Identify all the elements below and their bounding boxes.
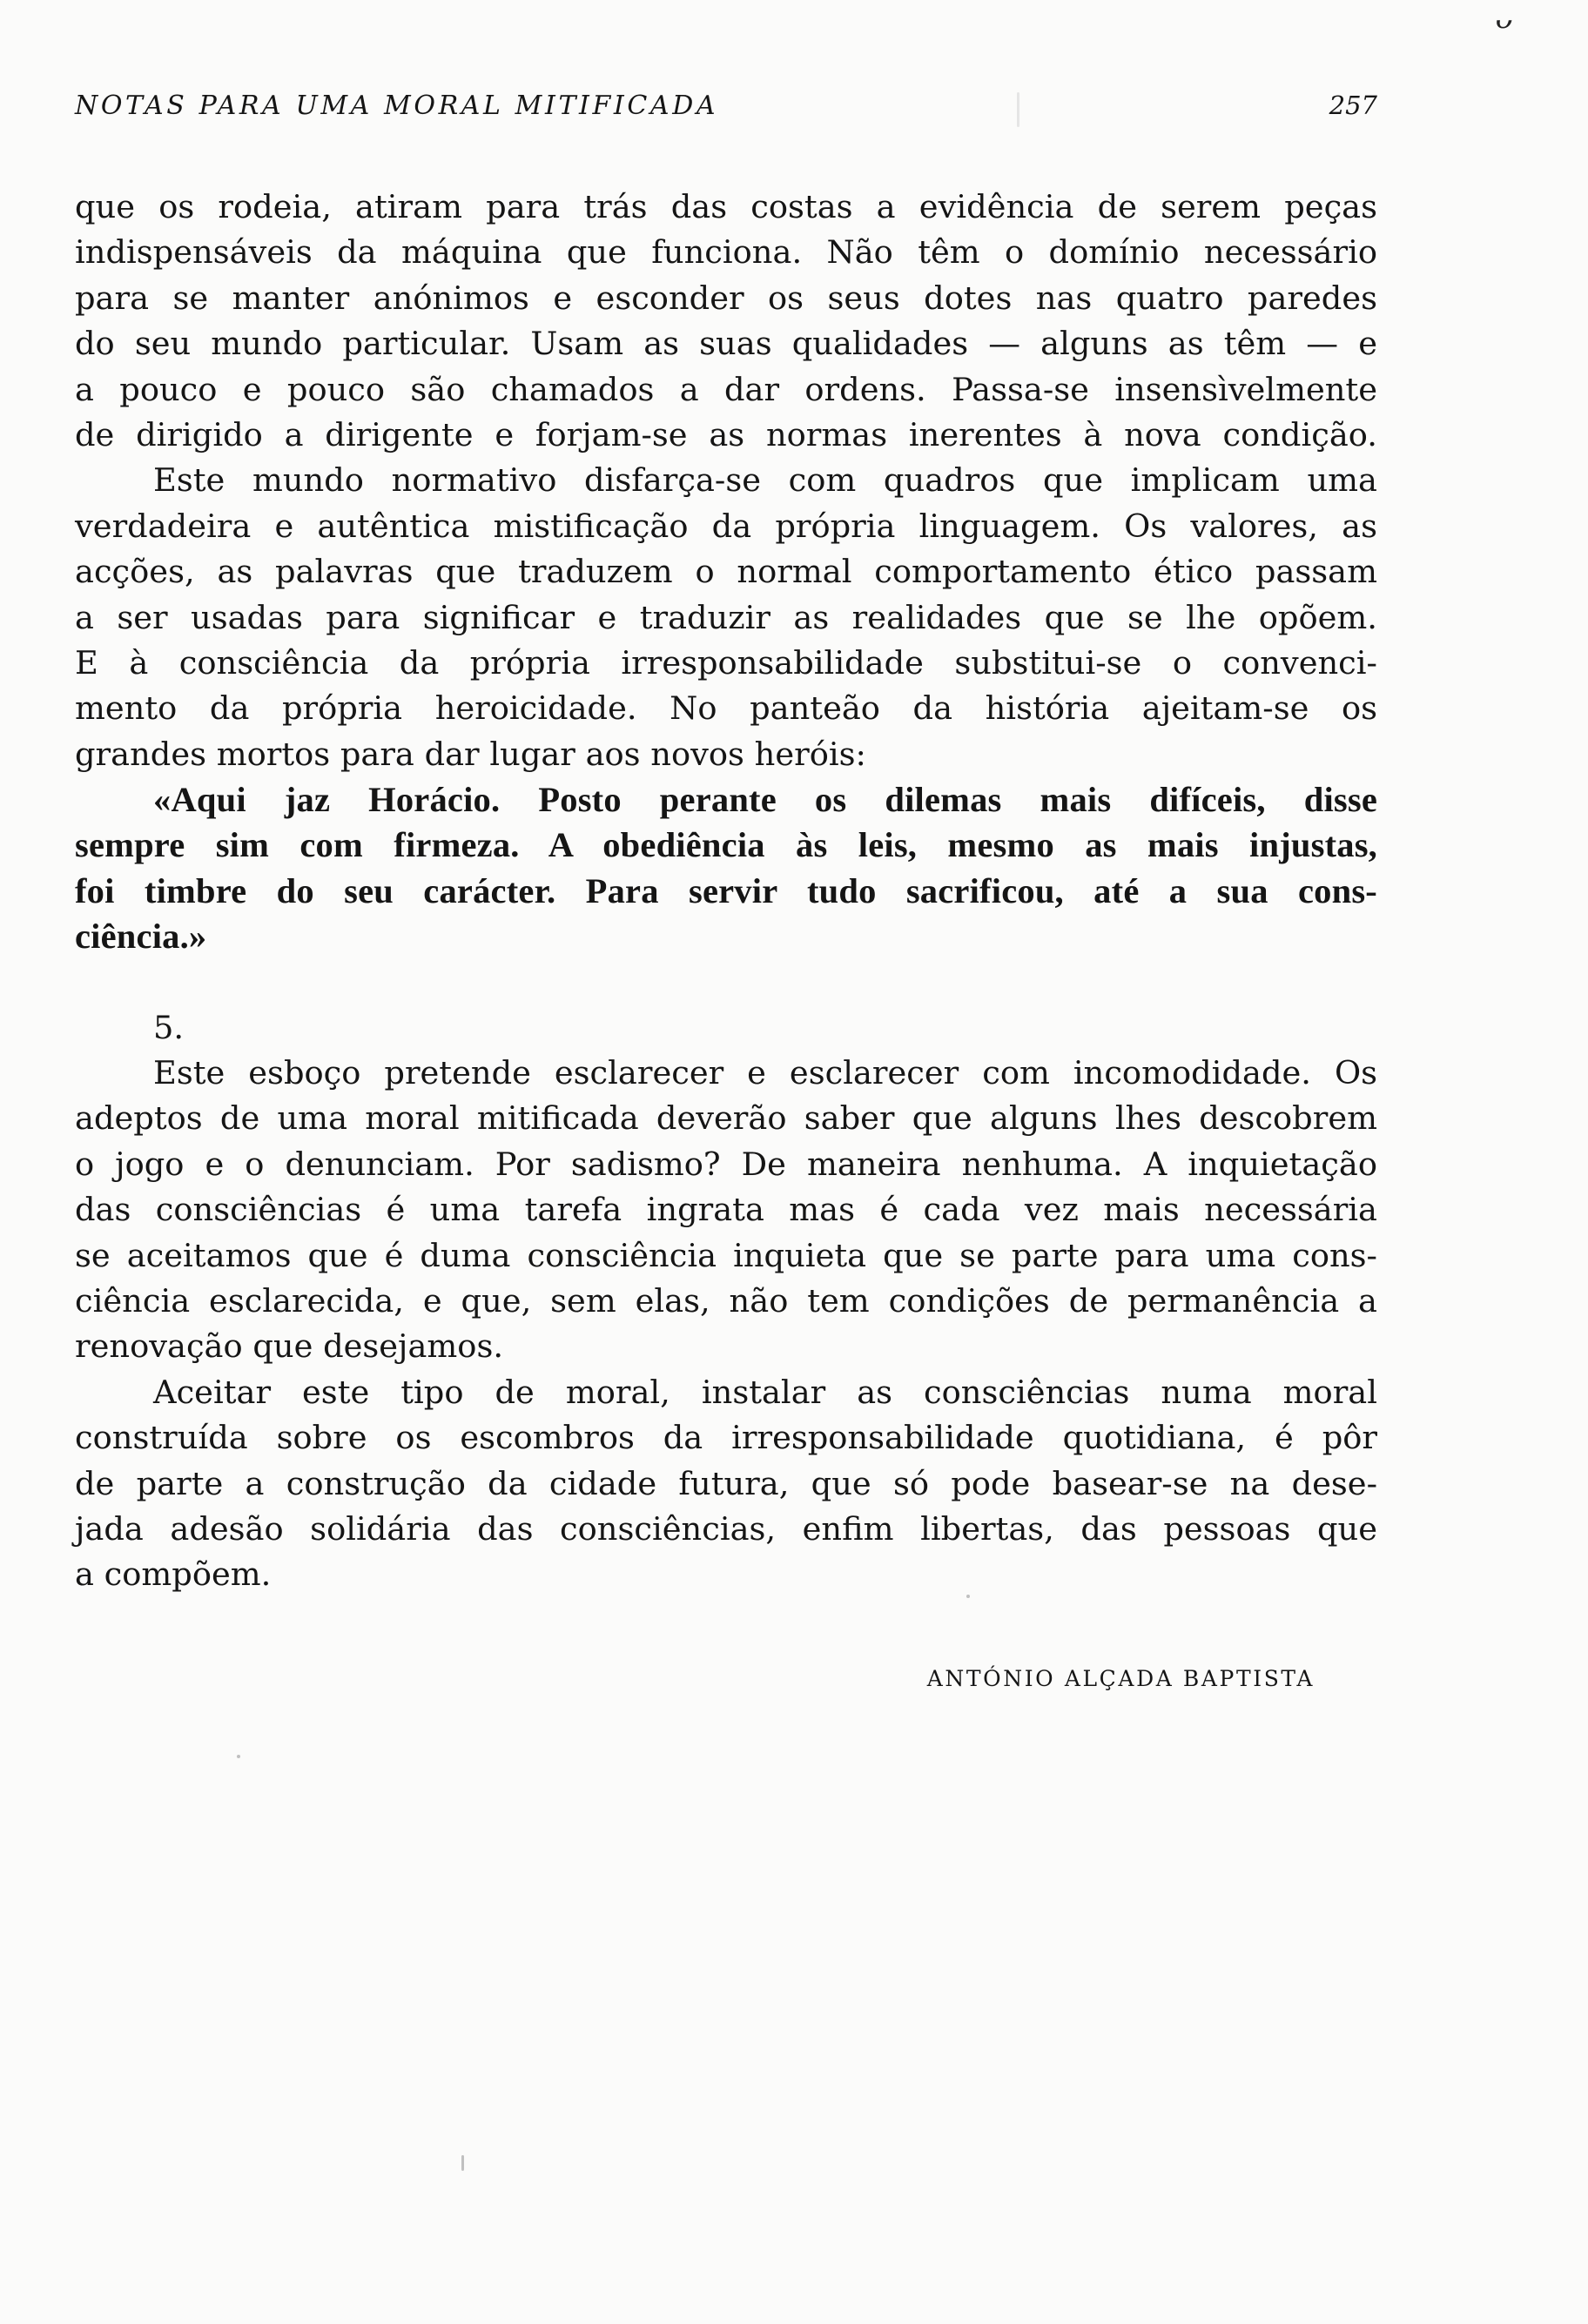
text-line: E à consciência da própria irresponsabilidade substitui-se o convenci- [75, 643, 1377, 682]
text-line: de parte a construção da cidade futura, que só pode basear-se na dese- [75, 1464, 1377, 1502]
text-line: para se manter anónimos e esconder os seus dotes nas quatro paredes [75, 279, 1377, 317]
epitaph-line: ciência.» [75, 917, 207, 957]
text-line: jada adesão solidária das consciências, enfim libertas, das pessoas que [75, 1509, 1377, 1548]
page-number: 257 [1329, 91, 1377, 120]
running-header [75, 91, 1377, 134]
paragraph-2 [75, 458, 1377, 777]
epitaph-quote [75, 777, 1377, 960]
text-line: ciência esclarecida, e que, sem elas, não tem condições de permanência a [75, 1281, 1377, 1320]
text-line: a compõem. [75, 1555, 272, 1594]
paragraph-4 [75, 1370, 1377, 1598]
body-text [75, 185, 1377, 1598]
scan-speck [1017, 92, 1019, 127]
running-title: NOTAS PARA UMA MORAL MITIFICADA [75, 91, 719, 121]
scan-speck [461, 2155, 464, 2171]
text-line: acções, as palavras que traduzem o normal comportamento ético passam [75, 553, 1377, 591]
section-spacer [75, 960, 1377, 1005]
paragraph-3 [75, 1051, 1377, 1370]
text-line: grandes mortos para dar lugar aos novos heróis: [75, 735, 866, 773]
text-line: verdadeira e autêntica mistificação da própria linguagem. Os valores, as [75, 507, 1377, 545]
text-line: de dirigido a dirigente e forjam-se as normas inerentes à nova condição. [75, 415, 1377, 453]
epitaph-line: «Aqui jaz Horácio. Posto perante os dilemas mais difíceis, disse [153, 780, 1377, 820]
text-line: Aceitar este tipo de moral, instalar as consciências numa moral [153, 1373, 1377, 1411]
text-line: a ser usadas para significar e traduzir as realidades que se lhe opõem. [75, 598, 1377, 636]
text-line: Este mundo normativo disfarça-se com quadros que implicam uma [153, 461, 1377, 500]
text-line: que os rodeia, atiram para trás das costas a evidência de serem peças [75, 188, 1377, 225]
text-line: se aceitamos que é duma consciência inquieta que se parte para uma cons- [75, 1236, 1377, 1274]
epitaph-line: foi timbre do seu carácter. Para servir tudo sacrificou, até a sua cons- [75, 870, 1377, 910]
text-line: indispensáveis da máquina que funciona. Não têm o domínio necessário [75, 233, 1377, 272]
text-line: a pouco e pouco são chamados a dar ordens. Passa-se insensìvelmente [75, 370, 1377, 408]
text-line: mento da própria heroicidade. No panteão da história ajeitam-se os [75, 689, 1377, 728]
paragraph-1 [75, 185, 1377, 458]
section-number: 5. [153, 1008, 185, 1046]
text-line: das consciências é uma tarefa ingrata mas é cada vez mais necessária [75, 1191, 1377, 1229]
text-line: adeptos de uma moral mitificada deverão saber que alguns lhes descobrem [75, 1099, 1377, 1138]
text-line: Este esboço pretende esclarecer e esclarecer com incomodidade. Os [153, 1054, 1377, 1092]
scan-speck [237, 1755, 240, 1758]
text-line: do seu mundo particular. Usam as suas qualidades — alguns as têm — e [75, 325, 1377, 363]
handwritten-tick-mark: ᴗ [1494, 1, 1512, 36]
epitaph-line: sempre sim com firmeza. A obediência às leis, mesmo as mais injustas, [75, 825, 1377, 865]
scan-speck [966, 1595, 970, 1598]
text-line: o jogo e o denunciam. Por sadismo? De maneira nenhuma. A inquietação [75, 1145, 1377, 1183]
author-signature: ANTÓNIO ALÇADA BAPTISTA [926, 1666, 1315, 1691]
text-line: renovação que desejamos. [75, 1327, 504, 1366]
text-line: construída sobre os escombros da irresponsabilidade quotidiana, é pôr [75, 1419, 1377, 1457]
